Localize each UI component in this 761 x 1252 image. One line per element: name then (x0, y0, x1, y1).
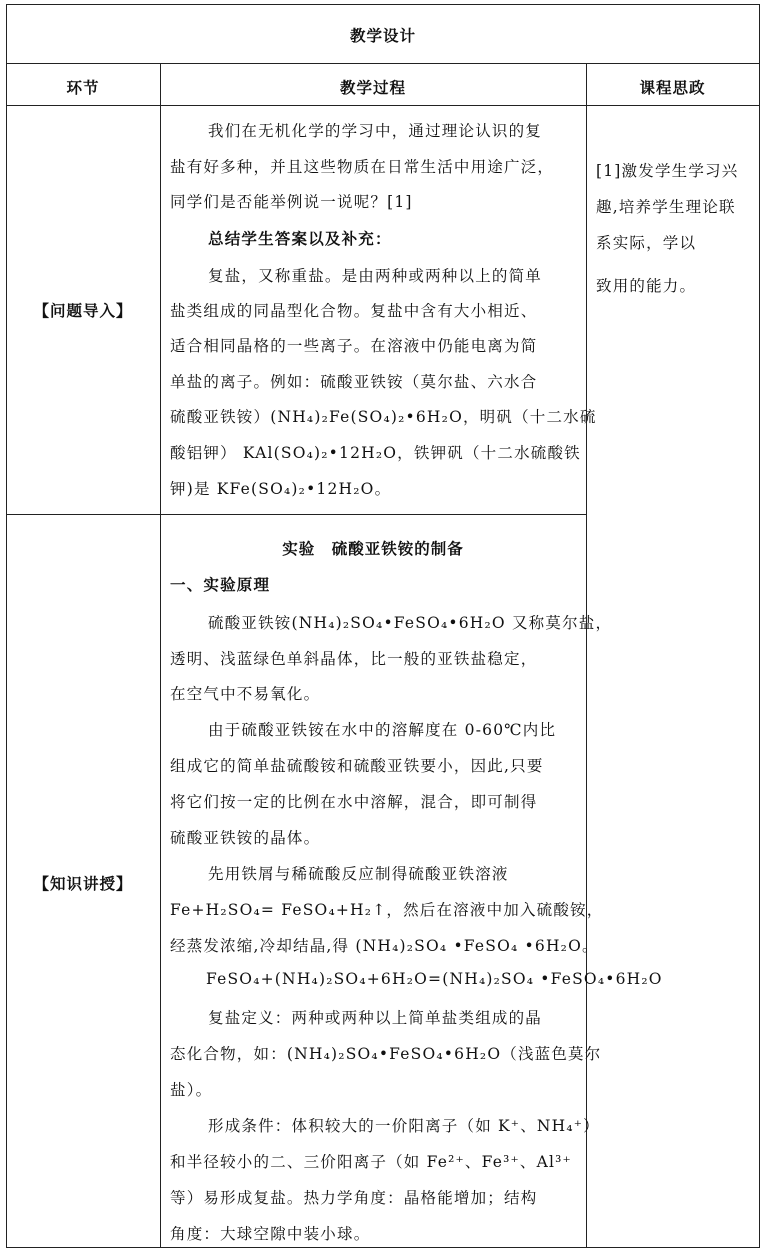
lecture-line: 盐）。 (170, 1081, 213, 1099)
ideology-line: [1]激发学生学习兴 (596, 162, 739, 180)
table-title-divider (6, 63, 760, 64)
lecture-line: 态化合物，如：(NH₄)₂SO₄•FeSO₄•6H₂O（浅蓝色莫尔 (170, 1045, 602, 1063)
header-ideology: 课程思政 (639, 78, 706, 97)
table-header-divider (6, 105, 760, 106)
lecture-line: 由于硫酸亚铁铵在水中的溶解度在 0-60℃内比 (208, 721, 557, 739)
table-title: 教学设计 (349, 26, 416, 45)
lecture-line: 硫酸亚铁铵(NH₄)₂SO₄•FeSO₄•6H₂O 又称莫尔盐， (208, 614, 613, 632)
lecture-equation: FeSO₄+(NH₄)₂SO₄+6H₂O=(NH₄)₂SO₄ •FeSO₄•6H₂O (206, 970, 663, 988)
lecture-line: Fe+H₂SO₄= FeSO₄+H₂↑，然后在溶液中加入硫酸铵， (170, 901, 604, 919)
section-label-lecture: 【知识讲授】 (33, 874, 133, 893)
intro-line: 复盐，又称重盐。是由两种或两种以上的简单 (208, 267, 543, 285)
column-divider-1 (160, 63, 161, 1248)
intro-line: 酸铝钾） KAl(SO₄)₂•12H₂O，铁钾矾（十二水硫酸铁 (170, 444, 581, 462)
ideology-line: 致用的能力。 (596, 277, 697, 295)
intro-line: 钾)是 KFe(SO₄)₂•12H₂O。 (170, 480, 392, 498)
lecture-line: 将它们按一定的比例在水中溶解，混合，即可制得 (170, 793, 538, 811)
intro-line: 盐有好多种，并且这些物质在日常生活中用途广泛， (170, 158, 555, 176)
intro-line: 我们在无机化学的学习中，通过理论认识的复 (208, 122, 543, 140)
header-process: 教学过程 (339, 78, 406, 97)
section-label-intro: 【问题导入】 (33, 301, 133, 320)
intro-line: 单盐的离子。例如：硫酸亚铁铵（莫尔盐、六水合 (170, 373, 538, 391)
lecture-line: 透明、浅蓝绿色单斜晶体，比一般的亚铁盐稳定， (170, 650, 538, 668)
lecture-line: 复盐定义：两种或两种以上简单盐类组成的晶 (208, 1009, 543, 1027)
ideology-line: 趣,培养学生理论联 (596, 198, 736, 216)
intro-line: 盐类组成的同晶型化合物。复盐中含有大小相近、 (170, 302, 538, 320)
lecture-line: 和半径较小的二、三价阳离子（如 Fe²⁺、Fe³⁺、Al³⁺ (170, 1153, 572, 1171)
experiment-subtitle: 一、实验原理 (170, 575, 271, 594)
intro-line: 硫酸亚铁铵）(NH₄)₂Fe(SO₄)₂•6H₂O，明矾（十二水硫 (170, 408, 597, 426)
intro-line: 同学们是否能举例说一说呢？[1] (170, 193, 413, 211)
intro-line: 适合相同晶格的一些离子。在溶液中仍能电离为简 (170, 337, 538, 355)
lecture-line: 经蒸发浓缩,冷却结晶,得 (NH₄)₂SO₄ •FeSO₄ •6H₂O。 (170, 937, 599, 955)
header-stage: 环节 (66, 78, 100, 97)
column-divider-2 (586, 63, 587, 1248)
lecture-line: 在空气中不易氧化。 (170, 685, 321, 703)
section-divider (6, 514, 586, 515)
table-border-bottom (6, 1247, 760, 1248)
lecture-line: 组成它的简单盐硫酸铵和硫酸亚铁要小，因此,只要 (170, 757, 544, 775)
experiment-title: 实验 硫酸亚铁铵的制备 (282, 539, 464, 558)
lecture-line: 先用铁屑与稀硫酸反应制得硫酸亚铁溶液 (208, 865, 509, 883)
intro-summary-heading: 总结学生答案以及补充： (208, 229, 392, 248)
lecture-line: 角度：大球空隙中装小球。 (170, 1225, 371, 1243)
lecture-line: 等）易形成复盐。热力学角度：晶格能增加；结构 (170, 1189, 538, 1207)
table-border-top (6, 4, 760, 5)
lecture-line: 硫酸亚铁铵的晶体。 (170, 829, 321, 847)
table-border-right (759, 4, 760, 1248)
table-border-left (6, 4, 7, 1248)
ideology-line: 系实际，学以 (596, 234, 697, 252)
lecture-line: 形成条件：体积较大的一价阳离子（如 K⁺、NH₄⁺） (208, 1117, 600, 1135)
